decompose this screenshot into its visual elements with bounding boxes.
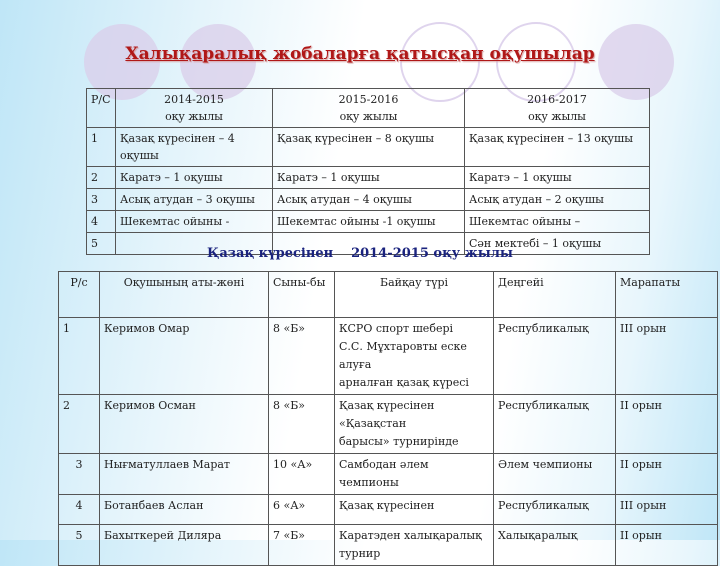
projects-table-header [87, 89, 650, 128]
table-row: 2 Керимов Осман 8 «Б» Қазақ күресінен «Қазақстан барысы» турнирінде Республикалық ІІ орын [59, 395, 718, 454]
table-row: 3 Нығматуллаев Марат 10 «А» Самбодан әлем чемпионы Әлем чемпионы ІІ орын [59, 454, 718, 495]
table-row: 1 Қазақ күресінен – 4 оқушы Қазақ күресінен – 8 оқушы Қазақ күресінен – 13 оқушы [87, 128, 650, 167]
header-num: Р/С [87, 89, 116, 128]
header-year-2: 2015-2016 оқу жылы [273, 89, 465, 128]
table-row: 4 Ботанбаев Аслан 6 «А» Қазақ күресінен Республикалық ІІІ орын [59, 495, 718, 525]
header-year-3: 2016-2017 оқу жылы [465, 89, 650, 128]
table-row: 1 Керимов Омар 8 «Б» КСРО спорт шебері С.С. Мұхтаровты еске алуға арналған қазақ күресі Республикалық ІІІ орын [59, 318, 718, 395]
table-row: 5 Сән мектебі – 1 оқушы [87, 233, 650, 255]
projects-table [86, 88, 650, 255]
table-row: 5 Бахыткерей Диляра 7 «Б» Каратэден халықаралық турнир Халықаралық ІІ орын [59, 525, 718, 566]
table-row: 3 Асық атудан – 3 оқушы Асық атудан – 4 оқушы Асық атудан – 2 оқушы [87, 189, 650, 211]
students-table-header: Р/с Оқушының аты-жөні Сыны-бы Байқау түрі Деңгейі Марапаты [59, 272, 718, 318]
header-year-1: 2014-2015 оқу жылы [116, 89, 273, 128]
page-title: Халықаралық жобаларға қатысқан оқушылар [125, 44, 595, 64]
table-row: 2 Каратэ – 1 оқушы Каратэ – 1 оқушы Каратэ – 1 оқушы [87, 167, 650, 189]
section-subtitle: Қазақ күресінен 2014-2015 оқу жылы [207, 246, 513, 261]
students-table [58, 271, 718, 566]
table-row: 4 Шекемтас ойыны - Шекемтас ойыны -1 оқушы Шекемтас ойыны – [87, 211, 650, 233]
